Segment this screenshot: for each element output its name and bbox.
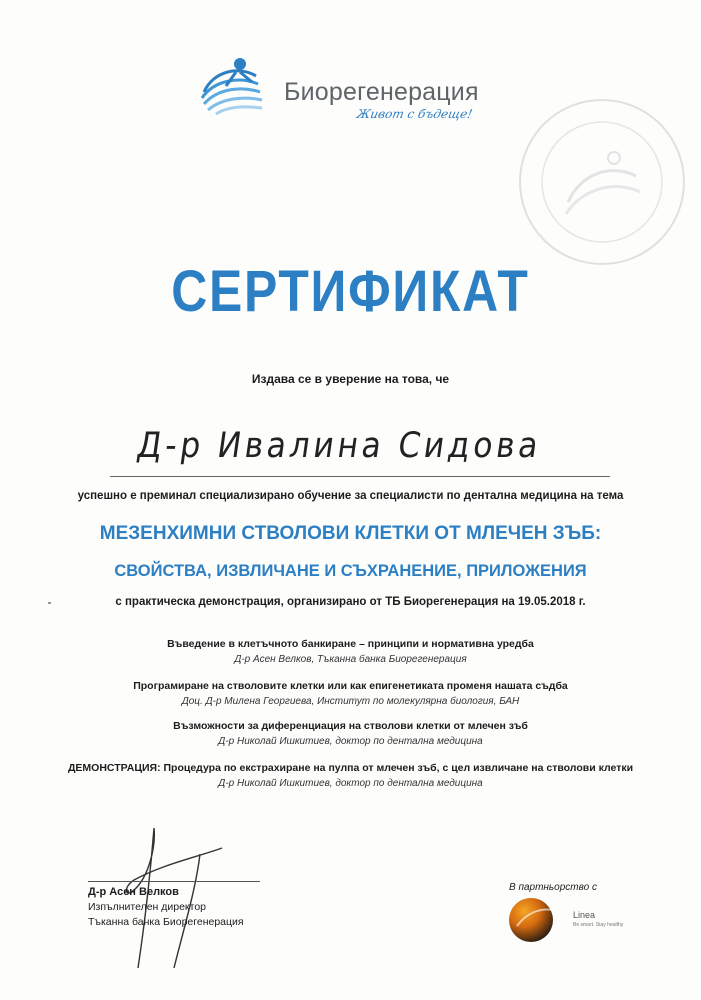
intro-text: Издава се в уверение на това, че [251, 372, 450, 386]
partner-tagline: Be smart. Stay healthy [573, 922, 624, 928]
signatory-name: Д-р Асен Велков [88, 886, 179, 898]
brand-name: Биорегенерация [284, 78, 479, 106]
practical-demo-text: с практическа демонстрация, организирано от ТБ Биорегенерация на 19.05.2018 г. [115, 596, 586, 608]
recipient-name: Д-р Ивалина Сидова [134, 426, 545, 466]
brand-slogan: Живот с бъдеще! [355, 107, 474, 121]
biorejuvenation-logo-icon [196, 52, 272, 118]
embossed-seal-icon [512, 92, 692, 272]
handwritten-signature [104, 818, 244, 978]
topic-main-title: МЕЗЕНХИМНИ СТВОЛОВИ КЛЕТКИ ОТ МЛЕЧЕН ЗЪБ: [99, 523, 602, 544]
lecture-title: Програмиране на стволовите клетки или как епигенетиката променя нашата съдба [133, 680, 568, 692]
name-underline [110, 476, 610, 477]
lecture-title: Въведение в клетъчното банкиране – принципи и нормативна уредба [167, 638, 534, 650]
lecture-speaker: Д-р Николай Ишкитиев, доктор по дентална медицина [218, 736, 483, 747]
signatory-role: Изпълнителен директор [88, 901, 207, 913]
signature-line [88, 881, 260, 882]
partner-logo-icon [507, 896, 565, 944]
completion-text: успешно е преминал специализирано обучение за специалисти по дентална медицина на тема [77, 490, 624, 502]
partner-name: Linea [573, 910, 596, 920]
paper-mark [48, 602, 51, 604]
lecture-speaker: Д-р Николай Ишкитиев, доктор по дентална медицина [218, 778, 483, 789]
lecture-speaker: Доц. Д-р Милена Георгиева, Институт по молекулярна биология, БАН [181, 696, 520, 707]
lecture-title: ДЕМОНСТРАЦИЯ: Процедура по екстрахиране на пулпа от млечен зъб, с цел извличане на стволови клетки [67, 762, 634, 774]
topic-subtitle: СВОЙСТВА, ИЗВЛИЧАНЕ И СЪХРАНЕНИЕ, ПРИЛОЖЕНИЯ [114, 562, 587, 580]
lecture-speaker: Д-р Асен Велков, Тъканна банка Биорегенерация [234, 654, 467, 665]
lecture-title: Възможности за диференциация на стволови клетки от млечен зъб [173, 720, 528, 732]
partner-label: В партньорство с [509, 882, 597, 893]
signatory-organization: Тъканна банка Биорегенерация [88, 916, 244, 928]
certificate-title: СЕРТИФИКАТ [171, 259, 530, 324]
